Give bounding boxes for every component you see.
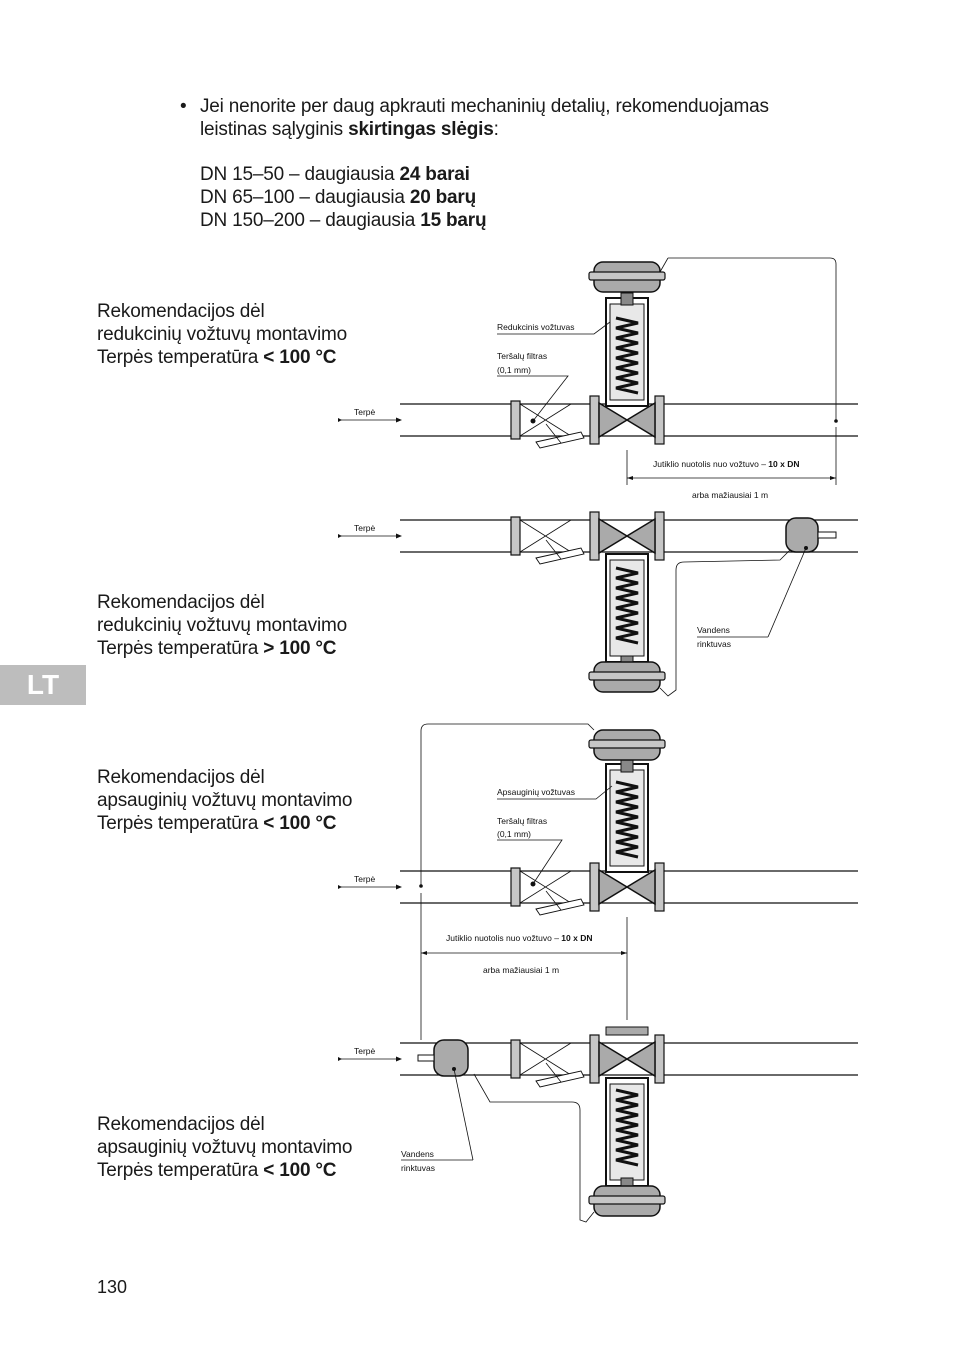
dn-row-text: DN 15–50 – daugiausia [200,164,400,185]
heading-temp-value: < 100 °C [263,813,337,834]
heading-line: apsauginių vožtuvų montavimo [97,790,353,811]
intro-line-1: Jei nenorite per daug apkrauti mechaninių detalių, rekomenduojamas [200,96,769,117]
water-collector-label: Vandens [697,625,730,635]
minimum-distance-label: arba mažiausiai 1 m [483,965,560,975]
heading-temp-text: Terpės temperatūra [97,813,264,834]
sensor-distance-value: 10 x DN [768,459,800,469]
heading-temp-value: < 100 °C [263,347,337,368]
sensor-distance-value: 10 x DN [561,933,593,943]
heading-temp-text: Terpės temperatūra [97,347,264,368]
sensor-distance-text: Jutiklio nuotolis nuo vožtuvo – [653,459,769,469]
sensor-distance-label [446,933,592,943]
minimum-distance-label: arba mažiausiai 1 m [692,490,769,500]
diagram-safety-valve-1 [338,724,858,1040]
heading-line: Rekomendacijos dėl [97,767,265,788]
medium-label: Terpė [354,407,376,417]
sensor-distance-text: Jutiklio nuotolis nuo vožtuvo – [446,933,562,943]
intro-line-2-bold: skirtingas slėgis [348,119,494,140]
dn-row-text: DN 65–100 – daugiausia [200,187,410,208]
diagram-reducing-valve-above-100 [338,512,858,696]
medium-label: Terpė [354,523,376,533]
heading-line: redukcinių vožtuvų montavimo [97,324,347,345]
heading-line: Rekomendacijos dėl [97,301,265,322]
heading-temp-text: Terpės temperatūra [97,638,264,659]
heading-line: Rekomendacijos dėl [97,1114,265,1135]
heading-line: apsauginių vožtuvų montavimo [97,1137,353,1158]
water-collector-label-2: rinktuvas [401,1163,436,1173]
dn-row-text: DN 150–200 – daugiausia [200,210,421,231]
heading-temp-value: < 100 °C [263,1160,337,1181]
sensor-distance-label [653,459,799,469]
strainer-size-label: (0,1 mm) [497,829,531,839]
language-tab: LT [0,665,86,705]
dn-row-value: 20 barų [409,187,477,208]
heading-temp-value: > 100 °C [263,638,337,659]
intro-line-2-suffix: : [493,119,499,140]
bullet-point: • [180,96,187,117]
dn-row-value: 24 barai [399,164,470,185]
heading-line: Rekomendacijos dėl [97,592,265,613]
reducing-valve-label: Redukcinis vožtuvas [497,322,575,332]
strainer-label: Teršalų filtras [497,816,548,826]
heading-line: redukcinių vožtuvų montavimo [97,615,347,636]
strainer-label: Teršalų filtras [497,351,548,361]
diagram-reducing-valve-below-100 [338,258,858,500]
water-collector-label: Vandens [401,1149,434,1159]
water-collector-label-2: rinktuvas [697,639,732,649]
medium-label: Terpė [354,1046,376,1056]
safety-valve-label: Apsauginių vožtuvas [497,787,575,797]
medium-label: Terpė [354,874,376,884]
intro-line-2-text: leistinas sąlyginis [200,119,349,140]
heading-temp-text: Terpės temperatūra [97,1160,264,1181]
dn-row-value: 15 barų [420,210,487,231]
strainer-size-label: (0,1 mm) [497,365,531,375]
diagram-safety-valve-2 [338,1027,858,1222]
page-number: 130 [97,1277,128,1297]
